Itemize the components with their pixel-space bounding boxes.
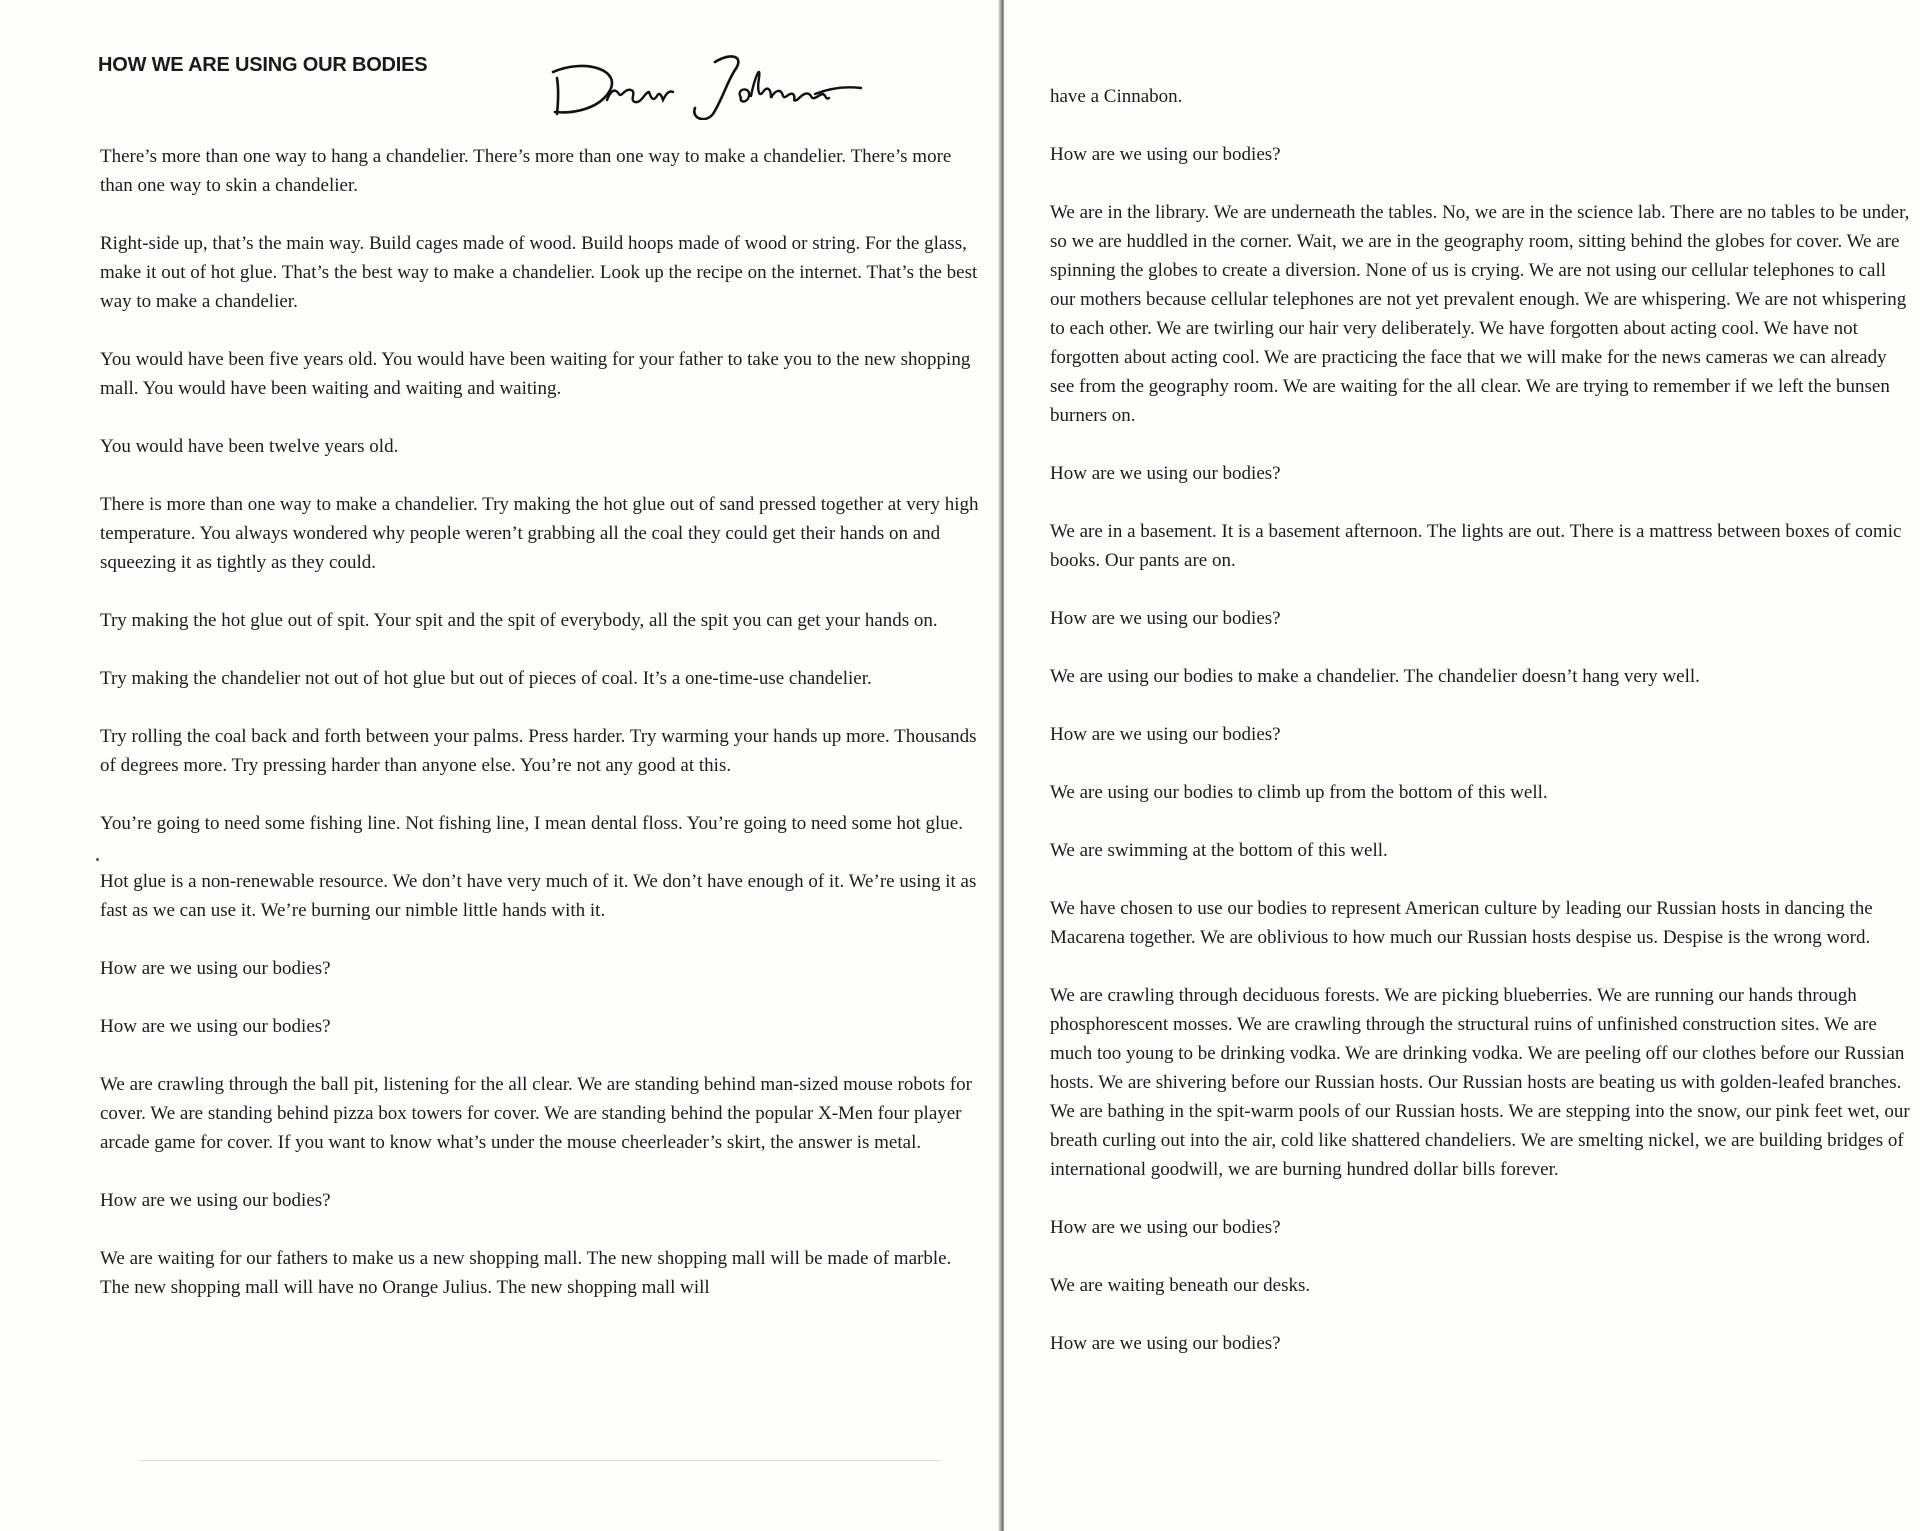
refrain-line: How are we using our bodies?	[1050, 724, 1281, 745]
paragraph: We are in the library. We are underneath the tables. No, we are in the science lab. There are no tables to be under, so we are huddled in the corner. Wait, we are in the geography room, sitting behind the globes for cover. We are spinning the globes to create a diversion. None of us is crying. We are not using our cellular telephones to call our mothers because cellular telephones are not yet prevalent enough. We are whispering. We are not whispering to each other. We are twirling our hair very deliberately. We have forgotten about acting cool. We have not forgotten about acting cool. We are practicing the face that we will make for the news cameras we can already see from the geography room. We are waiting for the all clear. We are trying to remember if we left the bunsen burners on.	[1050, 202, 1910, 426]
refrain-line: How are we using our bodies?	[1050, 608, 1281, 629]
paragraph: Try rolling the coal back and forth between your palms. Press harder. Try warming your hands up more. Thousands of degrees more. Try pressing harder than anyone else. You’re not any good at this.	[100, 726, 977, 776]
paragraph: You’re going to need some fishing line. Not fishing line, I mean dental floss. You’re going to need some hot glue.	[100, 813, 963, 834]
paragraph: There is more than one way to make a chandelier. Try making the hot glue out of sand pressed together at very high temperature. You always wondered why people weren’t grabbing all the coal they could get their hands on and squeezing it as tightly as they could.	[100, 494, 979, 573]
refrain-line: How are we using our bodies?	[1050, 463, 1281, 484]
paragraph: We are in a basement. It is a basement afternoon. The lights are out. There is a mattress between boxes of comic books. Our pants are on.	[1050, 521, 1902, 571]
paragraph: We are crawling through deciduous forests. We are picking blueberries. We are running our hands through phosphorescent mosses. We are crawling through the structural ruins of unfinished construction sites. We are much too young to be drinking vodka. We are drinking vodka. We are peeling off our clothes before our Russian hosts. We are shivering before our Russian hosts. Our Russian hosts are beating us with golden-leafed branches. We are bathing in the spit-warm pools of our Russian hosts. We are stepping into the snow, our pink feet wet, our breath curling out into the air, cold like shattered chandeliers. We are smelting nickel, we are building bridges of international goodwill, we are burning hundred dollar bills forever.	[1050, 985, 1910, 1180]
refrain-line: How are we using our bodies?	[100, 1016, 331, 1037]
paragraph: You would have been twelve years old.	[100, 436, 399, 457]
paragraph: have a Cinnabon.	[1050, 86, 1183, 107]
right-page-body	[1050, 82, 1910, 1387]
paragraph: We are waiting beneath our desks.	[1050, 1275, 1311, 1296]
paragraph: There’s more than one way to hang a chandelier. There’s more than one way to make a chandelier. There’s more than one way to skin a chandelier.	[100, 146, 952, 196]
paragraph: Try making the chandelier not out of hot glue but out of pieces of coal. It’s a one-time-use chandelier.	[100, 668, 872, 689]
paragraph: Try making the hot glue out of spit. Your spit and the spit of everybody, all the spit you can get your hands on.	[100, 610, 938, 631]
right-page	[1004, 0, 1920, 1531]
paragraph: Right-side up, that’s the main way. Build cages made of wood. Build hoops made of wood or string. For the glass, make it out of hot glue. That’s the best way to make a chandelier. Look up the recipe on the internet. That’s the best way to make a chandelier.	[100, 233, 978, 312]
print-speck	[96, 858, 99, 861]
paragraph: We are using our bodies to make a chandelier. The chandelier doesn’t hang very well.	[1050, 666, 1700, 687]
paragraph: We have chosen to use our bodies to represent American culture by leading our Russian hosts in dancing the Macarena together. We are oblivious to how much our Russian hosts despise us. Despise is the wrong word.	[1050, 898, 1873, 948]
paragraph: Hot glue is a non-renewable resource. We don’t have very much of it. We don’t have enough of it. We’re using it as fast as we can use it. We’re burning our nimble little hands with it.	[100, 871, 977, 921]
refrain-line: How are we using our bodies?	[1050, 1217, 1281, 1238]
author-signature	[545, 48, 865, 120]
page-title: HOW WE ARE USING OUR BODIES	[98, 54, 428, 76]
refrain-line: How are we using our bodies?	[1050, 1333, 1281, 1354]
paragraph: We are waiting for our fathers to make us a new shopping mall. The new shopping mall will be made of marble. The new shopping mall will have no Orange Julius. The new shopping mall will	[100, 1248, 952, 1298]
refrain-line: How are we using our bodies?	[1050, 144, 1281, 165]
page-edge-line	[140, 1460, 940, 1461]
refrain-line: How are we using our bodies?	[100, 958, 331, 979]
paragraph: We are crawling through the ball pit, listening for the all clear. We are standing behind man-sized mouse robots for cover. We are standing behind pizza box towers for cover. We are standing behind the popular X-Men four player arcade game for cover. If you want to know what’s under the mouse cheerleader’s skirt, the answer is metal.	[100, 1074, 972, 1153]
paragraph: We are swimming at the bottom of this well.	[1050, 840, 1388, 861]
refrain-line: How are we using our bodies?	[100, 1190, 331, 1211]
left-page-body	[100, 142, 985, 1331]
paragraph: You would have been five years old. You would have been waiting for your father to take you to the new shopping mall. You would have been waiting and waiting and waiting.	[100, 349, 971, 399]
paragraph: We are using our bodies to climb up from the bottom of this well.	[1050, 782, 1548, 803]
